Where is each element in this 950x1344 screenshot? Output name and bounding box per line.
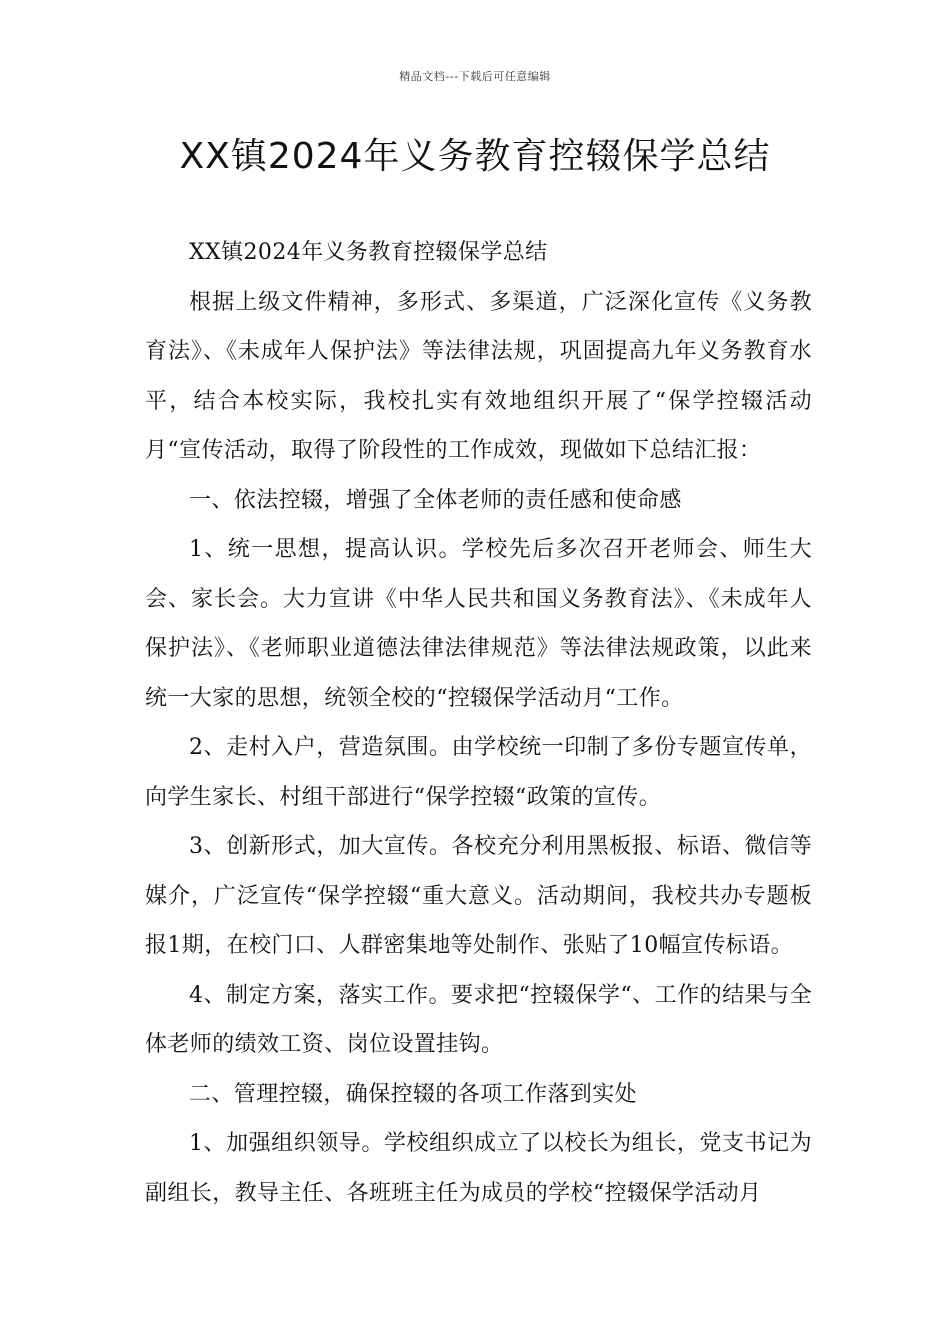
body-paragraph: 1、统一思想，提高认识。学校先后多次召开老师会、师生大会、家长会。大力宣讲《中华人民共和国义务教育法》、《未成年人保护法》、《老师职业道德法律法律规范》等法律法规政策，以此来统一大家的思想，统领全校的“控辍保学活动月“工作。	[145, 537, 812, 711]
header-note: 精品文档---下载后可任意编辑	[399, 70, 551, 83]
body-paragraph: XX镇2024年义务教育控辍保学总结	[189, 240, 548, 265]
body-paragraph: 2、走村入户，营造氛围。由学校统一印制了多份专题宣传单，向学生家长、村组干部进行“保学控辍“政策的宣传。	[145, 735, 812, 810]
body-paragraph: 1、加强组织领导。学校组织成立了以校长为组长，党支书记为副组长，教导主任、各班班主任为成员的学校“控辍保学活动月	[145, 1131, 812, 1206]
body-paragraph: 3、创新形式，加大宣传。各校充分利用黑板报、标语、微信等媒介，广泛宣传“保学控辍“重大意义。活动期间，我校共办专题板报1期，在校门口、人群密集地等处制作、张贴了10幅宣传标语。	[145, 834, 812, 958]
body-paragraph: 根据上级文件精神，多形式、多渠道，广泛深化宣传《义务教育法》、《未成年人保护法》等法律法规，巩固提高九年义务教育水平，结合本校实际，我校扎实有效地组织开展了“保学控辍活动月“宣传活动，取得了阶段性的工作成效，现做如下总结汇报：	[145, 289, 812, 463]
body-paragraph: 4、制定方案，落实工作。要求把“控辍保学“、工作的结果与全体老师的绩效工资、岗位设置挂钩。	[145, 982, 812, 1057]
document-body	[145, 228, 812, 1218]
section-heading: 一、依法控辍，增强了全体老师的责任感和使命感	[189, 487, 682, 513]
section-heading: 二、管理控辍，确保控辍的各项工作落到实处	[189, 1081, 638, 1107]
document-title: XX镇2024年义务教育控辍保学总结	[179, 136, 771, 177]
